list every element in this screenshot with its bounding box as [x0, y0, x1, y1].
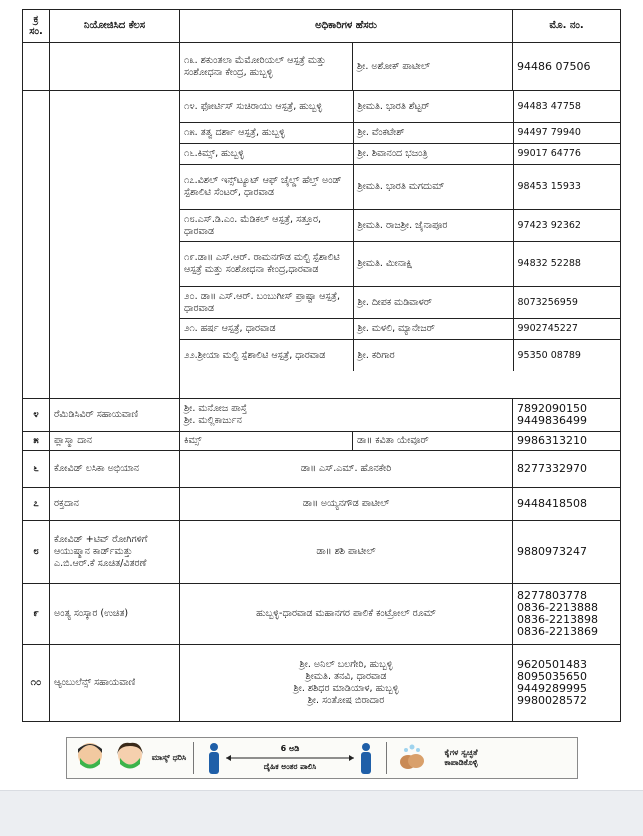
officer-name: ಶ್ರೀ. ಶಿವಾನಂದ ಭಜಂತ್ರಿ [353, 144, 513, 165]
phone-number: 94486 07506 [513, 43, 621, 91]
officer-name: ಶ್ರೀ. ಕರಿಗಾರ [353, 340, 513, 372]
phone-number: 8095035650 [517, 670, 588, 683]
hospital-name: ೨೦. ಡಾ॥ ಎಸ್.ಆರ್. ಬಂಬುಗೀಸ್ ಪ್ರಾಷ್ಟಾ ಆಸ್ಪತ್ರೆ, ಧಾರವಾಡ [180, 287, 353, 319]
phone-number: 98453 15933 [513, 165, 621, 210]
officer-name: ಡಾ॥ ಕವಿತಾ ಯೇವೂರ್ [353, 432, 513, 451]
table-row [180, 319, 621, 340]
handwash-section [393, 738, 491, 778]
phone-number: 0836-2213869 [517, 625, 598, 638]
table-row [180, 287, 621, 319]
hospital-name: ಕಿಮ್ಸ್ [180, 432, 353, 451]
officer-name: ಶ್ರೀ. ಸಂತೋಷ ಬಿರಾದಾರ [307, 695, 385, 706]
officer-name: ಶ್ರೀ. ಮಳಲಿ, ಮ್ಯಾನೇಜರ್ [353, 319, 513, 340]
row-number: ೪ [23, 399, 50, 432]
task-name: ರೆಮಿಡಿಸಿವಿರ್ ಸಹಾಯವಾಣಿ [50, 399, 180, 432]
phone-number: 9880973247 [513, 521, 621, 584]
phone-list [513, 645, 621, 722]
phone-number: 7892090150 [517, 402, 588, 415]
table-row [180, 144, 621, 165]
row-number: ೧೦ [23, 645, 50, 722]
phone-number: 8277803778 [517, 589, 588, 602]
mask-section [67, 738, 187, 778]
task-name: ಪ್ಲಾಸ್ಮಾ ದಾನ [50, 432, 180, 451]
phone-number: 94832 52288 [513, 242, 621, 287]
task-name: ಅಂತ್ಯ ಸಂಸ್ಕಾರ (ಉಚಿತ) [50, 584, 180, 645]
header-serial: ಕ್ರ ಸಂ. [23, 10, 50, 43]
officer-name: ಡಾ॥ ಶಶಿ ಪಾಟೀಲ್ [180, 521, 513, 584]
phone-number: 9620501483 [517, 658, 588, 671]
officer-name: ಶ್ರೀಮತಿ. ಭಾರತಿ ಶೆಟ್ಟರ್ [353, 91, 513, 123]
covid-safety-banner [66, 737, 578, 779]
officer-list [180, 645, 513, 722]
header-phone: ಮೊ. ನಂ. [513, 10, 621, 43]
table-header-row [23, 10, 621, 43]
table-row [23, 645, 621, 722]
hospital-name: ೧೪. ಫೋರ್ಟಿಸ್ ಸುಚಿರಾಯು ಆಸ್ಪತ್ರೆ, ಹುಬ್ಬಳ್ಳಿ [180, 91, 353, 123]
officer-name: ಶ್ರೀ. ಮನೋಜ ಪಾಸ್ತೆ [184, 403, 247, 414]
row-number: ೬ [23, 451, 50, 488]
table-row [23, 488, 621, 521]
phone-number: 94483 47758 [513, 91, 621, 123]
phone-number: 99017 64776 [513, 144, 621, 165]
hospital-name: ೧೫. ತತ್ವ ದರ್ಶಾ ಆಸ್ಪತ್ರೆ, ಹುಬ್ಬಳ್ಳಿ [180, 123, 353, 144]
hospital-name: ೨೧. ಹರ್ಷ ಆಸ್ಪತ್ರೆ, ಧಾರವಾಡ [180, 319, 353, 340]
phone-number: 9449836499 [517, 414, 588, 427]
table-row [23, 43, 621, 91]
phone-number: 0836-2213898 [517, 613, 598, 626]
masked-face-icon [113, 741, 147, 775]
masked-face-icon [73, 741, 107, 775]
phone-number: 0836-2213888 [517, 601, 598, 614]
phone-number: 9986313210 [513, 432, 621, 451]
task-name: ರಕ್ತದಾನ [50, 488, 180, 521]
hospital-group-row [23, 91, 621, 399]
phone-number: 8277332970 [513, 451, 621, 488]
phone-number: 94497 79940 [513, 123, 621, 144]
mask-text: ಮಾಸ್ಕ್ ಧರಿಸಿ [151, 753, 187, 762]
banner-divider [386, 742, 387, 774]
handwash-text: ಕೈಗಳ ಸ್ವಚ್ಛತೆ ಕಾಪಾಡಿಕೊಳ್ಳಿ [444, 748, 478, 767]
officer-name: ಶ್ರೀಮತಿ. ರಾಜಶ್ರೀ. ಜೈನಾಪೂರ [353, 210, 513, 242]
officer-name: ಡಾ॥ ಎಸ್.ಎಮ್. ಹೊನಕೇರಿ [180, 451, 513, 488]
officer-name: ಶ್ರೀ. ವೆಂಕಟೇಶ್ [353, 123, 513, 144]
officer-name: ಶ್ರೀ. ಮಲ್ಲಿಕಾರ್ಜುನ [184, 415, 242, 426]
phone-number: 97423 92362 [513, 210, 621, 242]
row-number: ೭ [23, 488, 50, 521]
table-row [180, 340, 621, 372]
hospital-name: ೧೬.ಕಿಮ್ಸ್, ಹುಬ್ಬಳ್ಳಿ [180, 144, 353, 165]
distance-text: ದೈಹಿಕ ಅಂತರ ಪಾಲಿಸಿ [263, 762, 317, 771]
officer-name: ಹುಬ್ಬಳ್ಳಿ-ಧಾರವಾಡ ಮಹಾನಗರ ಪಾಲಿಕೆ ಕಂಟ್ರೋಲ್ ರೂಮ್ [180, 584, 513, 645]
hospital-name: ೨೨.ಶ್ರೀಯಾ ಮಲ್ಟಿ ಸ್ಪೆಶಾಲಿಟಿ ಆಸ್ಪತ್ರೆ, ಧಾರವಾಡ [180, 340, 353, 372]
header-task: ನಿಯೋಜಿಸಿದ ಕೆಲಸ [50, 10, 180, 43]
row-number: ೮ [23, 521, 50, 584]
row-number: ೫ [23, 432, 50, 451]
table-row [180, 242, 621, 287]
row-number: ೯ [23, 584, 50, 645]
officer-name: ಶ್ರೀ. ಅನಿಲ್ ಬಲಗೇರಿ, ಹುಬ್ಬಳ್ಳಿ [299, 659, 393, 670]
phone-number: 9448418508 [513, 488, 621, 521]
table-row [23, 432, 621, 451]
phone-number: 95350 08789 [513, 340, 621, 372]
officer-name: ಶ್ರೀ. ಶಶಿಧರ ಮಾಡಿಯಾಳ, ಹುಬ್ಬಳ್ಳಿ [293, 683, 399, 694]
banner-divider [193, 742, 194, 774]
header-officer: ಅಧಿಕಾರಿಗಳ ಹೆಸರು [180, 10, 513, 43]
task-name: ಆ್ಯಂಬುಲೆನ್ಸ್ ಸಹಾಯವಾಣಿ [50, 645, 180, 722]
hospital-name: ೧೭.ವಿಶಲ್ ಇನ್ಸ್‌ಟ್ಯೂಟ್ ಆಫ್ ಚೈಲ್ಡ್ ಹೆಲ್ತ್ ಅಂಡ್ ಸ್ಪೆಶಾಲಿಟಿ ಸೆಂಟರ್, ಧಾರವಾಡ [180, 165, 353, 210]
distance-value: 6 ಅಡಿ [280, 744, 300, 753]
distance-section [200, 740, 380, 776]
officer-name: ಶ್ರೀ. ಅಶೋಕ್ ಪಾಟೀಲ್ [353, 43, 513, 91]
table-row [23, 399, 621, 432]
handwash-icon [397, 743, 427, 773]
hospital-name: ೧೮.ಎಸ್.ಡಿ.ಎಂ. ಮೆಡಿಕಲ್ ಆಸ್ಪತ್ರೆ, ಸತ್ತೂರ, ಧಾರವಾಡ [180, 210, 353, 242]
table-row [23, 451, 621, 488]
officer-name: ಡಾ॥ ಅಯ್ಯನಗೌಡ ಪಾಟೀಲ್ [180, 488, 513, 521]
hospital-name: ೧೩. ಶಕುಂತಲಾ ಮೆಮೋರಿಯಲ್ ಆಸ್ಪತ್ರೆ ಮತ್ತು ಸಂಶೋಧನಾ ಕೇಂದ್ರ, ಹುಬ್ಬಳ್ಳಿ [180, 43, 353, 91]
hospital-subtable [180, 91, 621, 371]
officer-list [180, 399, 513, 432]
officer-name: ಶ್ರೀಮತಿ. ಮೀನಾಕ್ಷಿ [353, 242, 513, 287]
officer-name: ಶ್ರೀಮತಿ. ತನವಿ, ಧಾರವಾಡ [305, 671, 387, 682]
table-row [180, 165, 621, 210]
phone-list [513, 399, 621, 432]
officer-table [22, 9, 621, 722]
phone-list [513, 584, 621, 645]
officer-name: ಶ್ರೀ. ದೀಪಕ ಮಡಿವಾಳರ್ [353, 287, 513, 319]
officer-name: ಶ್ರೀಮತಿ. ಭಾರತಿ ಮಗದುಮ್ [353, 165, 513, 210]
table-row [23, 521, 621, 584]
phone-number: 9980028572 [517, 694, 588, 707]
hospital-name: ೧೯.ಡಾ॥ ಎಸ್.ಆರ್. ರಾಮನಗೌಡ ಮಲ್ಟಿ ಸ್ಪೆಶಾಲಿಟಿ ಆಸ್ಪತ್ರೆ ಮತ್ತು ಸಂಶೋಧನಾ ಕೇಂದ್ರ,ಧಾರವಾಡ [180, 242, 353, 287]
table-row [23, 584, 621, 645]
table-row [180, 123, 621, 144]
task-name: ಕೋವಿಡ್ ಲಸಿಕಾ ಅಭಿಯಾನ [50, 451, 180, 488]
phone-number: 9449289995 [517, 682, 588, 695]
task-name: ಕೋವಿಡ್ +ಟಿವ್ ರೋಗಿಗಳಿಗೆ ಆಯುಷ್ಮಾನ ಕಾರ್ಡ್‌ಮತ್ತು ಎ.ಬಿ.ಆರ್.ಕೆ ಸೂಚಿತ/ವಿತರಣೆ [50, 521, 180, 584]
viewer-bottom-bar [0, 790, 643, 836]
table-row [180, 91, 621, 123]
phone-number: 8073256959 [513, 287, 621, 319]
table-row [180, 210, 621, 242]
phone-number: 9902745227 [513, 319, 621, 340]
